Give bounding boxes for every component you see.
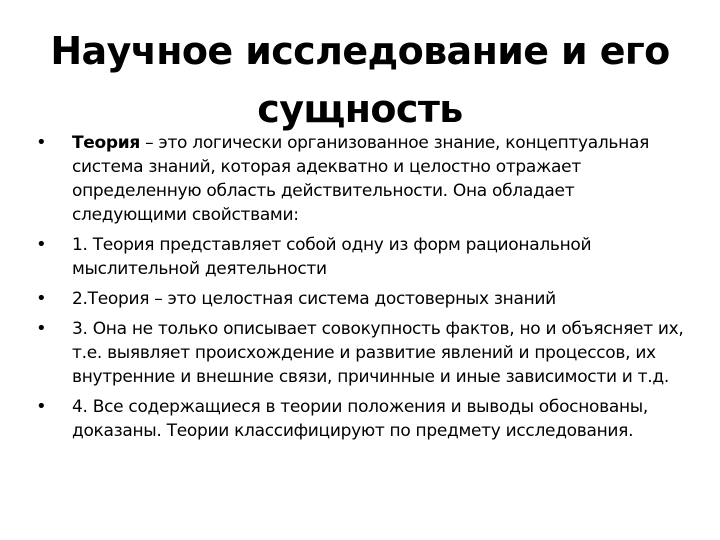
bullet-icon: •	[36, 396, 47, 417]
bullet-list	[36, 131, 688, 449]
bullet-item	[36, 317, 688, 389]
bullet-icon: •	[36, 234, 47, 255]
bullet-text: 3. Она не только описывает совокупность фактов, но и объясняет их, т.е. выявляет происхождение и развитие явлений и процессов, их внутренние и внешние связи, причинные и иные зависимости и т.д.	[72, 319, 684, 387]
bullet-item	[36, 287, 688, 311]
bullet-term: Теория	[72, 133, 141, 153]
slide-title: Научное исследование и его сущность	[50, 29, 670, 131]
bullet-item	[36, 131, 688, 227]
bullet-text: 2.Теория – это целостная система достоверных знаний	[72, 289, 556, 309]
bullet-icon: •	[36, 318, 47, 339]
bullet-item	[36, 233, 688, 281]
bullet-text: 4. Все содержащиеся в теории положения и выводы обоснованы, доказаны. Теории классифицируют по предмету исследования.	[72, 397, 649, 441]
bullet-icon: •	[36, 288, 47, 309]
bullet-text: – это логически организованное знание, концептуальная система знаний, которая адекватно и целостно отражает определенную область действительности. Она обладает следующими свойствами:	[72, 133, 650, 225]
bullet-text: 1. Теория представляет собой одну из форм рациональной мыслительной деятельности	[72, 235, 592, 279]
bullet-item	[36, 395, 688, 443]
bullet-icon: •	[36, 132, 47, 153]
